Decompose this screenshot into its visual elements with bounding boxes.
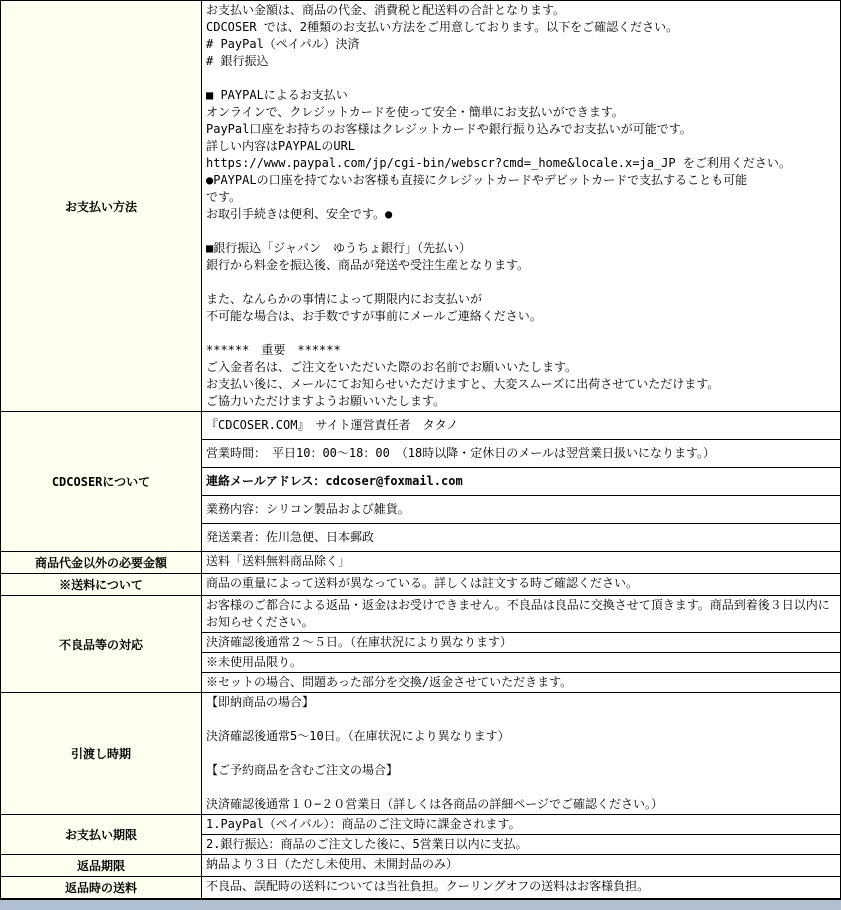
content-line: 商品の重量によって送料が異なっている。詳しくは註文する時ご確認ください。: [206, 576, 639, 590]
content-line: CDCOSER では、2種類のお支払い方法をご用意しております。以下をご確認ください。: [206, 20, 679, 34]
content-line: 不良品、誤配時の送料については当社負担。クーリングオフの送料はお客様負担。: [206, 879, 650, 893]
content-line: 送料「送料無料商品除く」: [206, 554, 351, 568]
row-header: 返品時の送料: [1, 877, 202, 899]
content-line: また、なんらかの事情によって期限内にお支払いが: [206, 292, 483, 306]
table-row: [1, 815, 841, 835]
table-row: [1, 596, 841, 633]
content-line: お支払い金額は、商品の代金、消費税と配送料の合計となります。: [206, 3, 566, 17]
row-content: [202, 815, 841, 835]
row-content: [202, 835, 841, 855]
row-content: [202, 440, 841, 468]
table-row: [1, 877, 841, 899]
row-content: [202, 468, 841, 496]
content-line: 1.PayPal（ペイパル）：商品のご注文時に課金されます。: [206, 817, 521, 831]
content-line: お客様のご都合による返品・返金はお受けできません。不良品は良品に交換させて頂きます。商品到着後３日以内にお知らせください。: [206, 598, 830, 629]
row-content: [202, 574, 841, 596]
content-line: 『CDCOSER.COM』 サイト運営責任者 タタノ: [206, 418, 459, 432]
content-line: 決済確認後通常２〜５日。（在庫状況により異なります）: [206, 635, 513, 649]
row-header: お支払い方法: [1, 1, 202, 412]
row-header: 引渡し時期: [1, 693, 202, 815]
content-line: 詳しい内容はPAYPALのURL: [206, 139, 356, 153]
table-row: [1, 412, 841, 440]
table-row: [1, 552, 841, 574]
row-content: [202, 673, 841, 693]
content-line: ■ PAYPALによるお支払い: [206, 88, 348, 102]
row-content: [202, 633, 841, 653]
row-content: [202, 552, 841, 574]
content-line: https://www.paypal.com/jp/cgi-bin/webscr?cmd=_home&locale.x=ja_JP をご利用ください。: [206, 156, 791, 170]
row-header: 商品代金以外の必要金額: [1, 552, 202, 574]
content-line: オンラインで、クレジットカードを使って安全・簡単にお支払いができます。: [206, 105, 624, 119]
row-header: 返品期限: [1, 855, 202, 877]
content-line: # 銀行振込: [206, 54, 269, 68]
content-line: 銀行から料金を振込後、商品が発送や受注生産となります。: [206, 258, 530, 272]
shop-info-body: [1, 1, 841, 899]
content-line: [206, 745, 836, 762]
content-line: [206, 325, 836, 342]
content-line: 【ご予約商品を含むご注文の場合】: [206, 763, 399, 777]
table-row: [1, 693, 841, 815]
content-line: [206, 711, 836, 728]
row-content: [202, 855, 841, 877]
row-content: [202, 596, 841, 633]
row-content: [202, 693, 841, 815]
row-header: CDCOSERについて: [1, 412, 202, 552]
row-content: [202, 877, 841, 899]
content-line: 発送業者：佐川急便、日本郵政: [206, 530, 375, 544]
content-line: お取引手続きは便利、安全です。●: [206, 207, 393, 221]
row-header: お支払い期限: [1, 815, 202, 855]
content-line: 営業時間： 平日10：00〜18：00 （18時以降・定休日のメールは翌営業日扱いになります。）: [206, 446, 716, 460]
content-line: 決済確認後通常１０−２０営業日（詳しくは各商品の詳細ページでご確認ください。）: [206, 797, 663, 811]
content-line: ご協力いただけますようお願いいたします。: [206, 394, 446, 408]
content-line: [206, 70, 836, 87]
bottom-partial-row: [0, 899, 841, 910]
row-header: 不良品等の対応: [1, 596, 202, 693]
content-line: PayPal口座をお持ちのお客様はクレジットカードや銀行振り込みでお支払いが可能です。: [206, 122, 692, 136]
content-line: ****** 重要 ******: [206, 343, 341, 357]
content-line: 【即納商品の場合】: [206, 695, 315, 709]
row-header: ※送料について: [1, 574, 202, 596]
content-line: 納品より３日（ただし未使用、未開封品のみ）: [206, 857, 459, 871]
content-line: です。: [206, 190, 242, 204]
content-line: お支払い後に、メールにてお知らせいただけますと、大変スムーズに出荷させていただけます。: [206, 377, 720, 391]
row-content: [202, 412, 841, 440]
content-line: 不可能な場合は、お手数ですが事前にメールご連絡ください。: [206, 309, 542, 323]
content-line: 連絡メールアドレス：cdcoser@foxmail.com: [206, 474, 463, 488]
content-line: [206, 274, 836, 291]
content-line: [206, 223, 836, 240]
content-line: 決済確認後通常5〜10日。（在庫状況により異なります）: [206, 729, 510, 743]
content-line: ※未使用品限り。: [206, 655, 303, 669]
row-content: [202, 1, 841, 412]
content-line: 2.銀行振込：商品のご注文した後に、5営業日以内に支払。: [206, 837, 528, 851]
content-line: ■銀行振込「ジャパン ゆうちょ銀行」（先払い）: [206, 241, 471, 255]
table-row: [1, 1, 841, 412]
content-line: ●PAYPALの口座を持てないお客様も直接にクレジットカードやデビットカードで支払することも可能: [206, 173, 748, 187]
content-line: [206, 779, 836, 796]
content-line: # PayPal（ペイパル）決済: [206, 37, 360, 51]
content-line: ※セットの場合、問題あった部分を交換/返金させていただきます。: [206, 675, 573, 689]
table-row: [1, 574, 841, 596]
content-line: ご入金者名は、ご注文をいただいた際のお名前でお願いいたします。: [206, 360, 578, 374]
row-content: [202, 496, 841, 524]
table-row: [1, 855, 841, 877]
row-content: [202, 653, 841, 673]
row-content: [202, 524, 841, 552]
content-line: 業務内容：シリコン製品および雑貨。: [206, 502, 410, 516]
